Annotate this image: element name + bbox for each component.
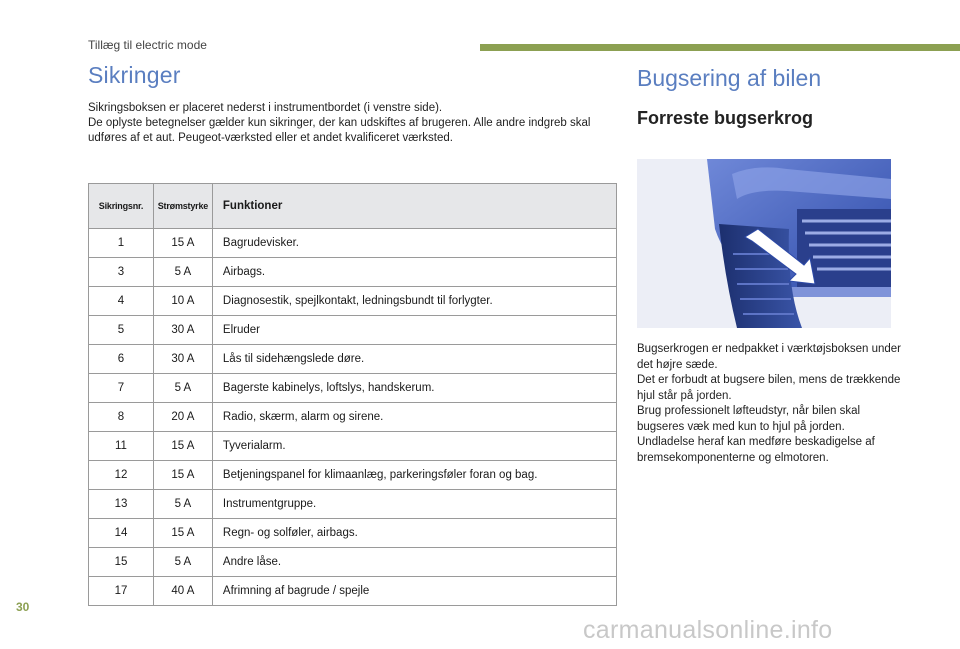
towing-instructions [637,342,902,466]
table-row [89,229,617,258]
tow-hook-illustration [637,159,891,328]
header-accent-bar [480,44,960,51]
fuse-function: Afrimning af bagrude / spejle [212,577,616,606]
fuse-number: 15 [89,548,154,577]
table-row [89,287,617,316]
table-row [89,577,617,606]
header-amperage: Strømstyrke [153,184,212,229]
fuse-amperage: 10 A [153,287,212,316]
fuse-function: Airbags. [212,258,616,287]
fuse-number: 1 [89,229,154,258]
instruction-paragraph: Bugserkrogen er nedpakket i værktøjsboksen under det højre sæde. [637,343,902,371]
fuse-amperage: 5 A [153,374,212,403]
fuse-function: Lås til sidehængslede døre. [212,345,616,374]
fuse-amperage: 15 A [153,461,212,490]
fuse-amperage: 40 A [153,577,212,606]
fuse-table-header [89,184,617,229]
fuse-number: 3 [89,258,154,287]
fuse-function: Andre låse. [212,548,616,577]
table-row [89,316,617,345]
towing-title: Bugsering af bilen [637,65,822,91]
table-row [89,461,617,490]
fuse-amperage: 5 A [153,258,212,287]
fuse-number: 11 [89,432,154,461]
table-row [89,258,617,287]
fuse-amperage: 5 A [153,490,212,519]
table-row [89,548,617,577]
fuses-title: Sikringer [88,62,181,88]
instruction-paragraph: Brug professionelt løfteudstyr, når bilen skal bugseres væk med kun to hjul på jorden. [637,405,861,433]
fuse-function: Instrumentgruppe. [212,490,616,519]
fuse-function: Tyverialarm. [212,432,616,461]
fuse-number: 14 [89,519,154,548]
intro-paragraph: Sikringsboksen er placeret nederst i instrumentbordet (i venstre side). [88,102,443,114]
fuse-number: 4 [89,287,154,316]
fuse-function: Regn- og solføler, airbags. [212,519,616,548]
fuse-function: Bagrudevisker. [212,229,616,258]
fuse-number: 13 [89,490,154,519]
fuse-amperage: 15 A [153,519,212,548]
fuse-amperage: 20 A [153,403,212,432]
fuse-amperage: 15 A [153,432,212,461]
watermark: carmanualsonline.info [583,616,833,644]
fuse-number: 17 [89,577,154,606]
fuses-section [88,62,618,146]
table-row [89,403,617,432]
header-fuse-number: Sikringsnr. [89,184,154,229]
fuse-function: Diagnosestik, spejlkontakt, ledningsbundt til forlygter. [212,287,616,316]
fuse-amperage: 5 A [153,548,212,577]
fuse-number: 6 [89,345,154,374]
tow-hook-illustration-graphic [637,159,891,328]
fuse-table [88,183,617,606]
towing-subtitle: Forreste bugserkrog [637,108,814,128]
fuse-number: 7 [89,374,154,403]
fuse-number: 5 [89,316,154,345]
table-row [89,374,617,403]
table-row [89,345,617,374]
instruction-paragraph: Det er forbudt at bugsere bilen, mens de trækkende hjul står på jorden. [637,374,901,402]
fuse-number: 12 [89,461,154,490]
fuse-function: Bagerste kabinelys, loftslys, handskerum. [212,374,616,403]
header-functions: Funktioner [212,184,616,229]
intro-paragraph: De oplyste betegnelser gælder kun sikringer, der kan udskiftes af brugeren. Alle andre indgreb skal udføres af et aut. Peugeot-værksted eller et andet kvalificeret værksted. [88,117,591,144]
fuse-number: 8 [89,403,154,432]
fuse-function: Radio, skærm, alarm og sirene. [212,403,616,432]
fuse-amperage: 30 A [153,316,212,345]
table-row [89,519,617,548]
fuse-function: Elruder [212,316,616,345]
table-row [89,490,617,519]
towing-section [637,65,897,92]
instruction-paragraph: Undladelse heraf kan medføre beskadigelse af bremsekomponenterne og elmotoren. [637,436,875,464]
fuse-function: Betjeningspanel for klimaanlæg, parkeringsføler foran og bag. [212,461,616,490]
fuse-amperage: 15 A [153,229,212,258]
fuses-intro [88,101,618,146]
table-row [89,432,617,461]
page-number: 30 [16,600,30,614]
section-label: Tillæg til electric mode [88,38,207,52]
fuse-amperage: 30 A [153,345,212,374]
